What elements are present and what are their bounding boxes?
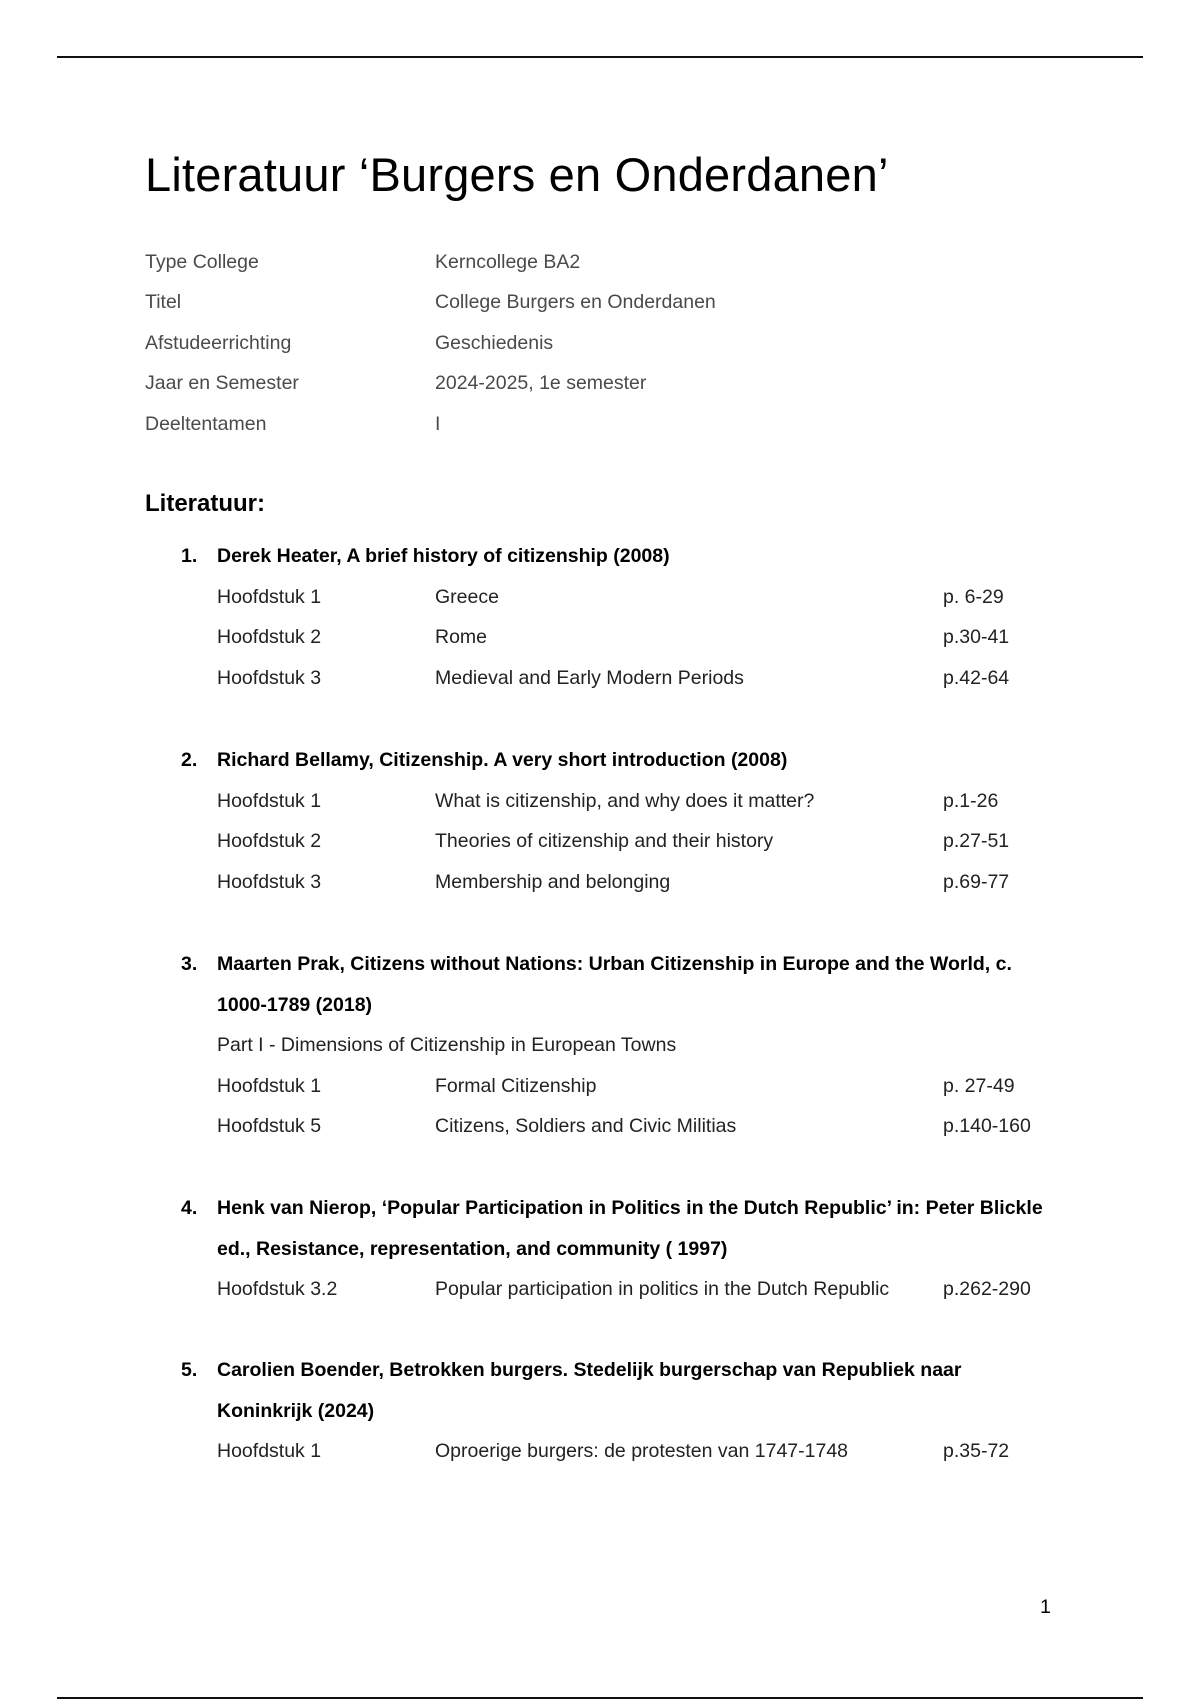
chapter-pages: p.42-64 (943, 666, 1010, 689)
chapter-row (181, 1106, 1061, 1147)
course-info-table (145, 242, 845, 445)
chapter-row (181, 617, 1061, 658)
meta-row-title (145, 283, 845, 324)
header-rule (57, 56, 1143, 58)
chapter-pages: p.35-72 (943, 1440, 1010, 1462)
entry-part-label: Part I - Dimensions of Citizenship in European Towns (217, 1034, 677, 1056)
chapter-pages: p.262-290 (943, 1278, 1031, 1300)
chapter-label: Hoofdstuk 1 (217, 1074, 322, 1097)
chapter-row (181, 658, 1061, 699)
chapter-topic: Formal Citizenship (435, 1074, 597, 1097)
chapter-topic: Greece (435, 585, 499, 608)
entry-title-text: Carolien Boender, Betrokken burgers. Stedelijk burgerschap van Republiek naar Koninkrijk (2024) (217, 1359, 962, 1422)
chapter-pages: p. 27-49 (943, 1074, 1015, 1097)
literature-entry-5 (181, 1350, 1061, 1472)
meta-label: Jaar en Semester (145, 372, 299, 395)
meta-row-exam (145, 404, 845, 445)
chapter-label: Hoofdstuk 3.2 (217, 1278, 338, 1300)
literature-entry-1 (181, 536, 1061, 698)
chapter-topic: What is citizenship, and why does it matter? (435, 789, 815, 812)
chapter-topic: Citizens, Soldiers and Civic Militias (435, 1115, 737, 1137)
entry-number: 3. (181, 953, 198, 975)
entry-title (181, 944, 1061, 1025)
entry-title-text: Henk van Nierop, ‘Popular Participation in Politics in the Dutch Republic’ in: Peter Blickle ed., Resistance, representation, and community ( 1997) (217, 1197, 1043, 1260)
entry-title-text: Maarten Prak, Citizens without Nations: Urban Citizenship in Europe and the World, c. 1000-1789 (2018) (217, 953, 1012, 1016)
chapter-row (181, 821, 1061, 862)
chapter-label: Hoofdstuk 1 (217, 585, 322, 608)
literature-heading: Literatuur: (145, 490, 265, 517)
entry-number: 5. (181, 1359, 198, 1381)
page-number: 1 (1040, 1596, 1051, 1618)
meta-label: Type College (145, 250, 259, 273)
entry-number: 4. (181, 1197, 198, 1219)
chapter-pages: p.30-41 (943, 626, 1010, 648)
chapter-row (181, 1269, 1061, 1310)
chapter-topic: Oproerige burgers: de protesten van 1747-1748 (435, 1440, 849, 1462)
document-title: Literatuur ‘Burgers en Onderdanen’ (145, 148, 889, 201)
chapter-label: Hoofdstuk 1 (217, 789, 322, 812)
meta-label: Titel (145, 291, 182, 314)
entry-title (181, 1188, 1061, 1269)
meta-value: Kerncollege BA2 (435, 250, 581, 273)
literature-entry-2 (181, 740, 1061, 902)
chapter-label: Hoofdstuk 2 (217, 830, 322, 852)
chapter-row (181, 1066, 1061, 1107)
chapter-topic: Theories of citizenship and their history (435, 830, 774, 852)
chapter-label: Hoofdstuk 2 (217, 626, 322, 648)
meta-row-program (145, 323, 845, 364)
chapter-pages: p. 6-29 (943, 585, 1004, 608)
entry-title (181, 536, 1061, 577)
footer-rule (57, 1697, 1143, 1699)
entry-number: 1. (181, 545, 198, 567)
meta-value: College Burgers en Onderdanen (435, 291, 716, 314)
literature-entry-4 (181, 1188, 1061, 1310)
chapter-label: Hoofdstuk 3 (217, 870, 322, 893)
meta-value: I (435, 412, 441, 435)
entry-number: 2. (181, 749, 198, 771)
meta-label: Deeltentamen (145, 412, 267, 435)
chapter-label: Hoofdstuk 3 (217, 666, 322, 689)
chapter-topic: Popular participation in politics in the Dutch Republic (435, 1278, 890, 1300)
chapter-topic: Medieval and Early Modern Periods (435, 666, 744, 689)
meta-row-semester (145, 364, 845, 405)
meta-label: Afstudeerrichting (145, 331, 292, 354)
chapter-pages: p.69-77 (943, 870, 1010, 893)
entry-title-text: Derek Heater, A brief history of citizenship (2008) (217, 545, 670, 567)
meta-value: Geschiedenis (435, 331, 554, 354)
meta-row-type (145, 242, 845, 283)
chapter-topic: Membership and belonging (435, 870, 671, 893)
entry-title-text: Richard Bellamy, Citizenship. A very short introduction (2008) (217, 749, 788, 771)
literature-entry-3 (181, 944, 1061, 1147)
meta-value: 2024-2025, 1e semester (435, 372, 647, 395)
chapter-pages: p.27-51 (943, 830, 1010, 852)
chapter-pages: p.1-26 (943, 789, 999, 812)
chapter-topic: Rome (435, 626, 488, 648)
entry-title (181, 1350, 1061, 1431)
chapter-row (181, 577, 1061, 618)
chapter-row (181, 1431, 1061, 1472)
chapter-pages: p.140-160 (943, 1115, 1031, 1137)
chapter-label: Hoofdstuk 5 (217, 1115, 322, 1137)
chapter-row (181, 862, 1061, 903)
chapter-label: Hoofdstuk 1 (217, 1440, 322, 1462)
chapter-row (181, 781, 1061, 822)
entry-title (181, 740, 1061, 781)
